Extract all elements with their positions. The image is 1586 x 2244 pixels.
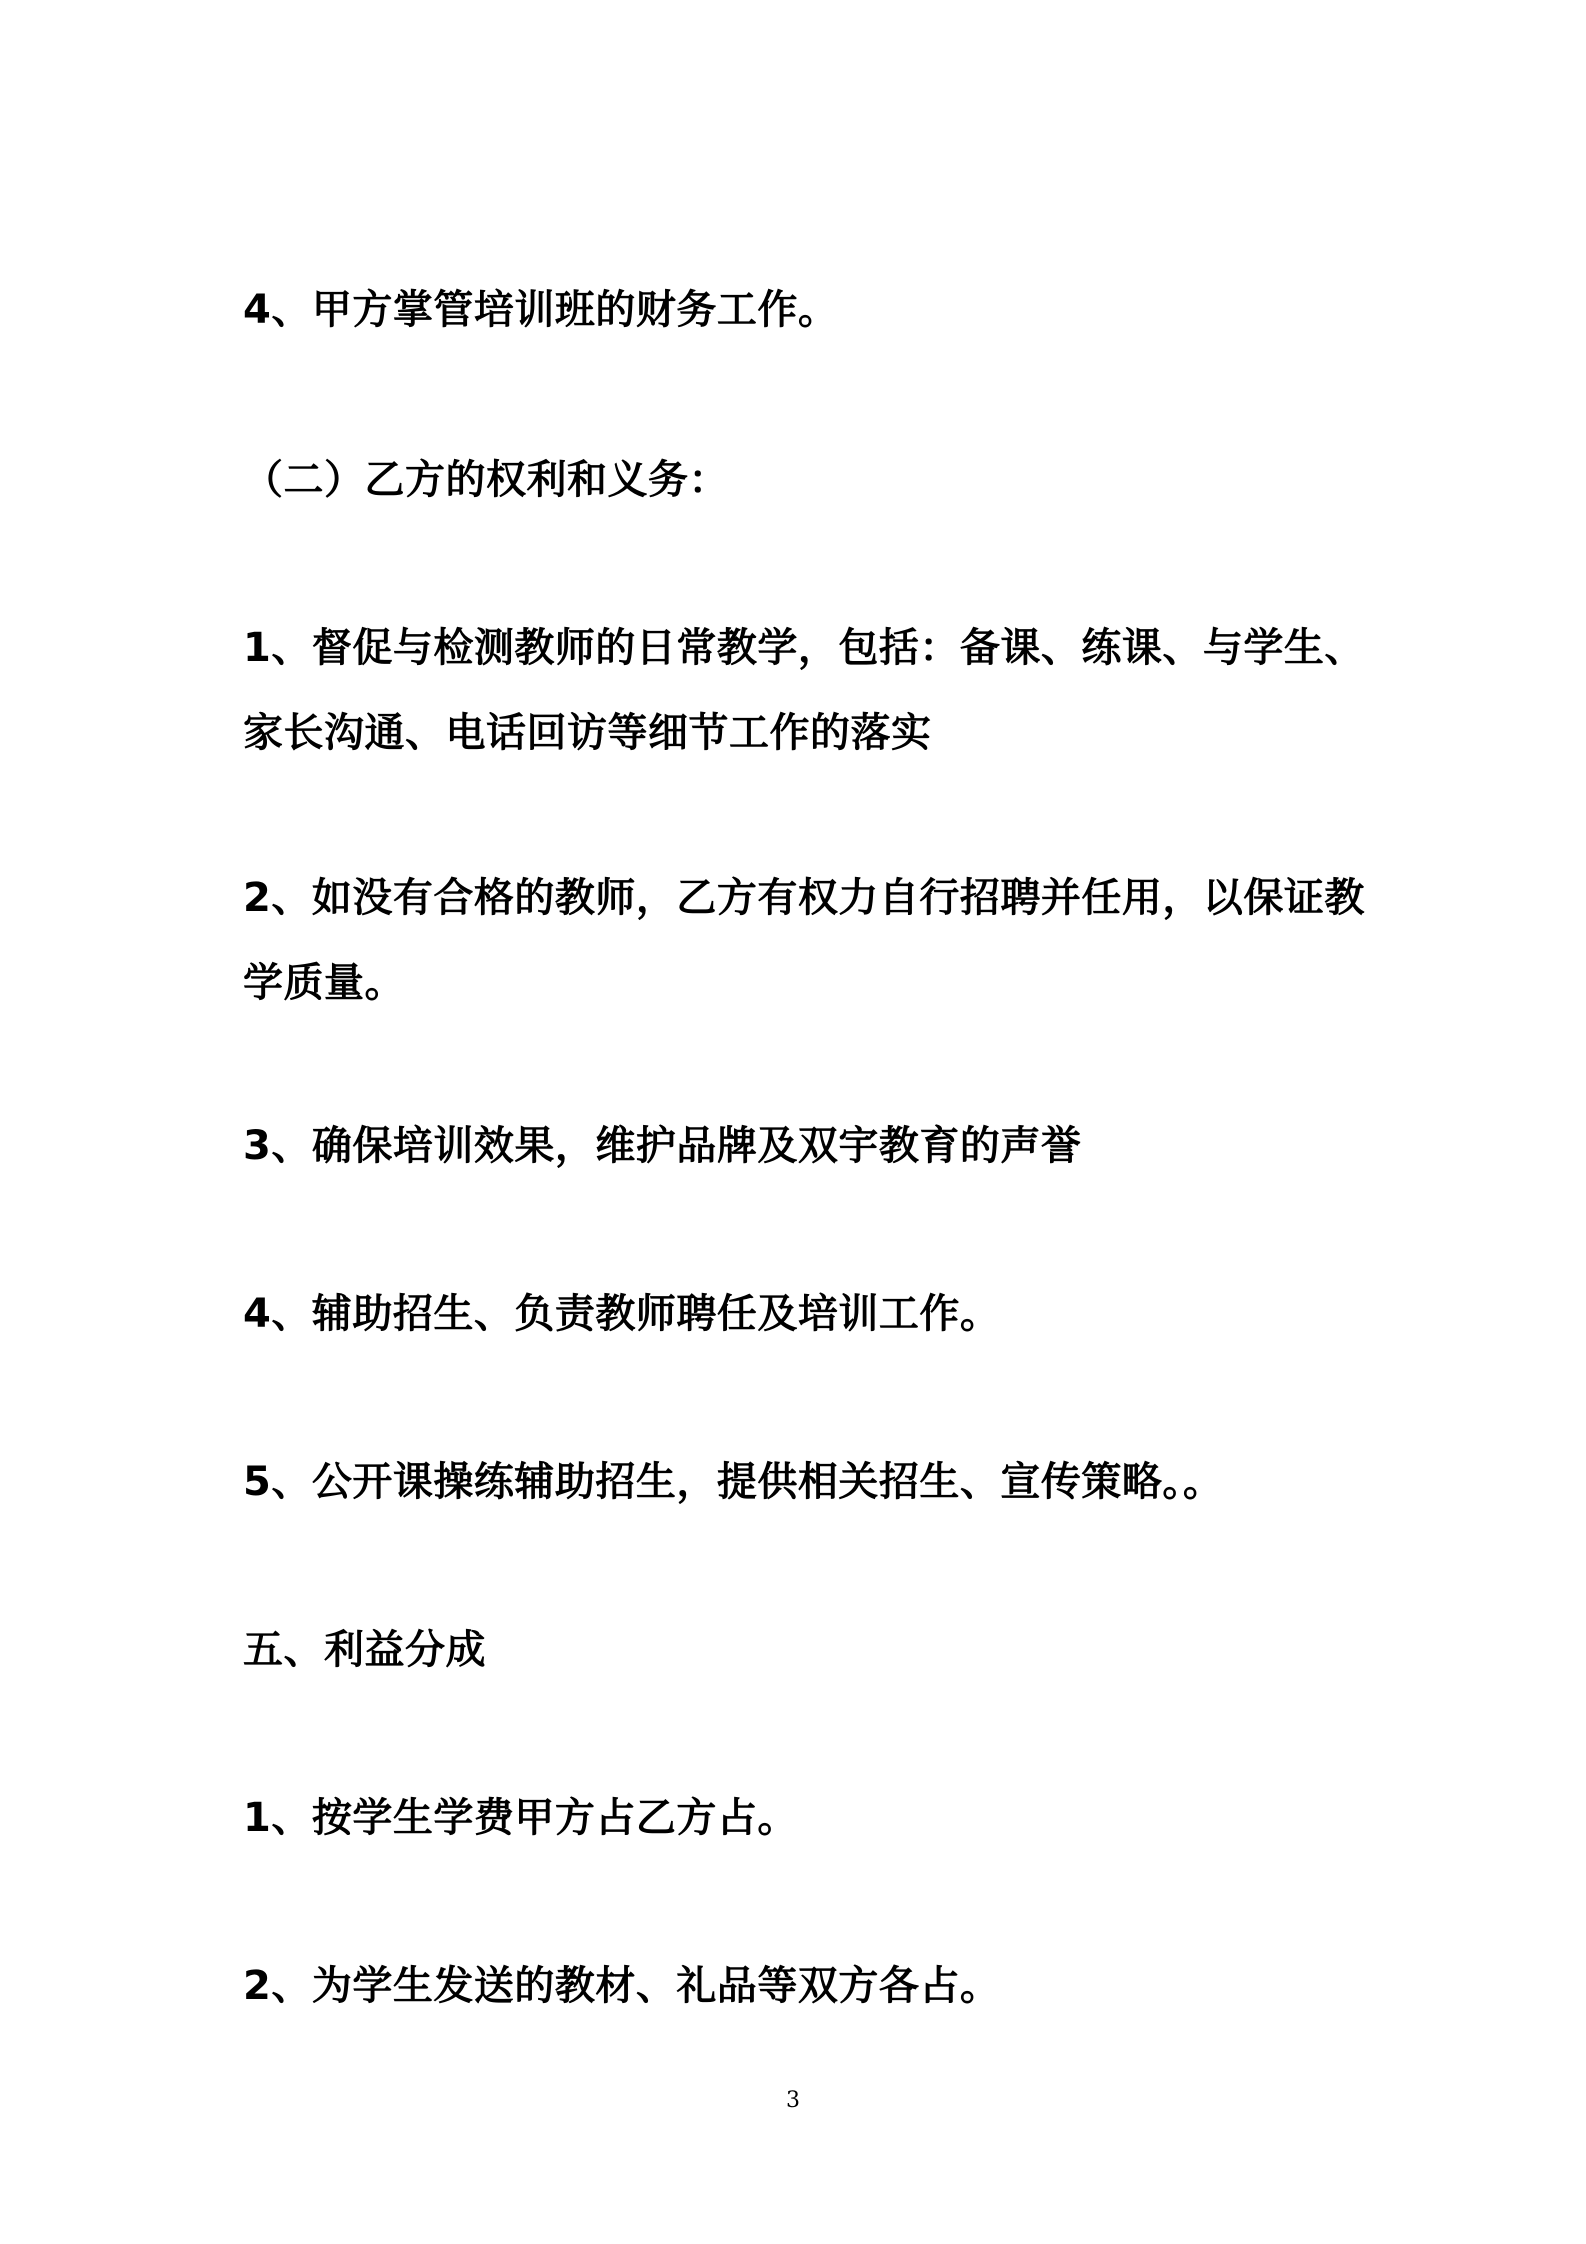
section-heading-profit-sharing: 五、利益分成 <box>243 1627 486 1673</box>
paragraph-party-b-item-2: 2、如没有合格的教师，乙方有权力自行招聘并任用，以保证教学质量。 <box>243 875 1365 1006</box>
paragraph-profit-item-2: 2、为学生发送的教材、礼品等双方各占。 <box>243 1963 1001 2009</box>
section-heading-party-b-rights: （二）乙方的权利和义务： <box>243 457 729 503</box>
paragraph-party-b-item-1: 1、督促与检测教师的日常教学，包括：备课、练课、与学生、家长沟通、电话回访等细节工作的落实 <box>243 625 1365 756</box>
paragraph-party-b-item-5: 5、公开课操练辅助招生，提供相关招生、宣传策略。。 <box>243 1459 1224 1505</box>
paragraph-profit-item-1: 1、按学生学费甲方占乙方占。 <box>243 1795 798 1841</box>
paragraph-party-a-finance: 4、甲方掌管培训班的财务工作。 <box>243 287 839 333</box>
paragraph-party-b-item-4: 4、辅助招生、负责教师聘任及培训工作。 <box>243 1291 1001 1337</box>
paragraph-party-b-item-3: 3、确保培训效果，维护品牌及双宇教育的声誉 <box>243 1123 1082 1169</box>
page-number: 3 <box>786 2088 800 2113</box>
